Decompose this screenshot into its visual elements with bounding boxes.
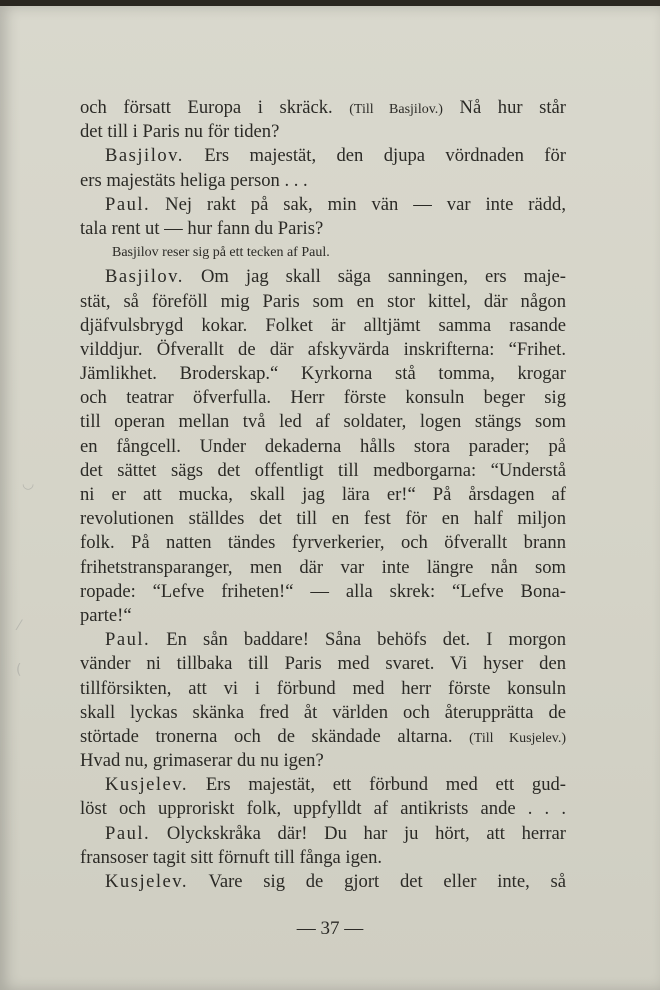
line-text: En sån baddare! Såna behöfs det. I morgon (150, 629, 566, 651)
stage-direction: (Till Kusjelev.) (469, 730, 566, 746)
line-text: löst och upproriskt folk, uppfylldt af antikrists ande . . . (80, 798, 566, 820)
line-text: Ers majestät, den djupa vördnaden för (183, 145, 566, 167)
line-text: Nej rakt på sak, min vän — var inte rädd, (150, 193, 566, 215)
text-line (80, 338, 566, 362)
speaker-name: Basjilov. (105, 145, 184, 167)
speaker-name: Paul. (105, 822, 151, 844)
text-line (80, 628, 566, 652)
text-line (80, 531, 566, 555)
text-line (80, 870, 566, 894)
margin-mark: ( (16, 662, 22, 678)
book-page (0, 6, 660, 990)
line-text: skall lyckas skänka fred åt världen och återupprätta de (80, 701, 566, 723)
text-line (80, 144, 566, 168)
line-text: djäfvulsbrygd kokar. Folket är alltjämt samma rasande (80, 314, 566, 336)
line-text: det sättet sägs det offentligt till medborgarna: “Understå (80, 459, 566, 481)
line-text: parte!“ (80, 604, 132, 626)
text-line (80, 217, 566, 241)
line-text: vilddjur. Öfverallt de där afskyvärda inskrifterna: “Frihet. (80, 338, 566, 360)
line-text: Olyckskråka där! Du har ju hört, att herrar (150, 822, 566, 844)
line-text: Vare sig de gjort det eller inte, så (188, 871, 566, 892)
text-line (80, 677, 566, 701)
speaker-name: Kusjelev. (105, 871, 189, 892)
line-text: ropade: “Lefve friheten!“ — alla skrek: “Lefve Bona- (80, 580, 566, 602)
text-line (80, 193, 566, 217)
line-text: Basjilov reser sig på ett tecken af Paul. (112, 245, 330, 261)
stage-direction (80, 241, 566, 265)
speaker-name: Paul. (105, 629, 151, 651)
line-text: revolutionen ställdes det till en fest för en half miljon (80, 508, 566, 530)
text-line (80, 459, 566, 483)
page-number: — 37 — (296, 918, 364, 939)
line-text: ers majestäts heliga person . . . (80, 169, 308, 191)
line-text: Hvad nu, grimaserar du nu igen? (80, 750, 324, 772)
line-text: Nå hur står (442, 97, 566, 118)
line-text: och teatrar öfverfulla. Herr förste konsuln beger sig (80, 387, 566, 409)
text-line (80, 822, 566, 846)
line-text: tillförsikten, att vi i förbund med herr förste konsuln (80, 677, 566, 699)
text-line (80, 580, 566, 604)
text-line (80, 797, 566, 821)
text-line (80, 290, 566, 314)
text-line (80, 604, 566, 628)
text-line (80, 846, 566, 870)
line-text: Jämlikhet. Broderskap.“ Kyrkorna stå tomma, krogar (80, 363, 566, 385)
line-text: vänder ni tillbaka till Paris med svaret. Vi hyser den (80, 653, 566, 675)
text-line (80, 314, 566, 338)
line-text: Ers majestät, ett förbund med ett gud- (188, 774, 566, 796)
text-line (80, 265, 566, 289)
line-text: och försatt Europa i skräck. (80, 97, 350, 118)
stage-direction: (Till Basjilov.) (349, 102, 443, 117)
line-text: det till i Paris nu för tiden? (80, 121, 280, 143)
text-line (80, 362, 566, 386)
text-line (80, 652, 566, 676)
margin-mark: ⁄ (18, 618, 21, 634)
speaker-name: Kusjelev. (105, 774, 189, 796)
speaker-name: Basjilov. (105, 266, 184, 288)
text-line (80, 749, 566, 773)
line-text: stät, så föreföll mig Paris som en stor kittel, där någon (80, 290, 566, 312)
text-line (80, 773, 566, 797)
line-text: fransoser tagit sitt förnuft till fånga igen. (80, 846, 383, 868)
margin-mark: ◡ (22, 476, 35, 492)
line-text: tala rent ut — hur fann du Paris? (80, 217, 324, 239)
line-text: folk. På natten tändes fyrverkerier, och öfverallt brann (80, 532, 566, 554)
line-text: Om jag skall säga sanningen, ers maje- (183, 266, 566, 288)
text-line (80, 701, 566, 725)
page-body-text (80, 96, 566, 894)
text-line (80, 169, 566, 193)
text-line (80, 386, 566, 410)
line-text: till operan mellan två led af soldater, logen stängs som (80, 411, 566, 433)
line-text: störtade tronerna och de skändade altarna. (80, 725, 470, 747)
speaker-name: Paul. (105, 193, 151, 215)
text-line (80, 120, 566, 144)
text-line (80, 483, 566, 507)
text-line (80, 435, 566, 459)
text-line (80, 410, 566, 434)
line-text: frihetstransparanger, men där var inte längre nån som (80, 556, 566, 578)
line-text: ni er att mucka, skall jag lära er!“ På årsdagen af (80, 484, 566, 505)
text-line (80, 96, 566, 120)
text-line (80, 507, 566, 531)
line-text: en fångcell. Under dekaderna hålls stora parader; på (80, 435, 566, 457)
text-line (80, 556, 566, 580)
text-line (80, 725, 566, 749)
